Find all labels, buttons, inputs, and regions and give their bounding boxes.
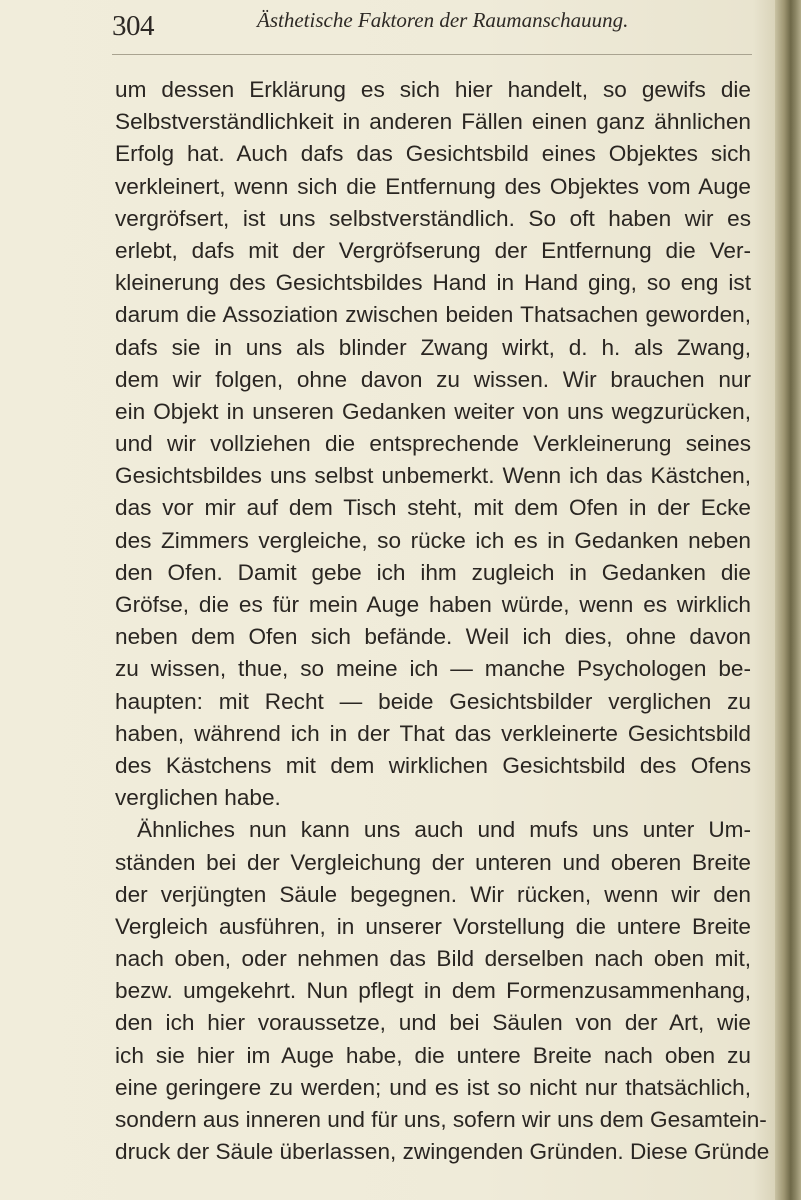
- running-head: Ästhetische Faktoren der Raumanschauung.: [257, 8, 629, 32]
- text-line: dafs sie in uns als blinder Zwang wirkt, d. h. als Zwang,: [115, 334, 751, 360]
- text-line: des Kästchens mit dem wirklichen Gesichtsbild des Ofens: [115, 752, 751, 778]
- text-line: das vor mir auf dem Tisch steht, mit dem Ofen in der Ecke: [115, 495, 751, 521]
- page-number: 304: [112, 10, 154, 42]
- text-line: ein Objekt in unseren Gedanken weiter von uns wegzurücken,: [115, 398, 751, 424]
- text-line: Erfolg hat. Auch dafs das Gesichtsbild eines Objektes sich: [115, 141, 751, 167]
- paragraph-start-line: Ähnliches nun kann uns auch und mufs uns unter Um-: [137, 817, 751, 843]
- text-line: erlebt, dafs mit der Vergröfserung der Entfernung die Ver-: [115, 237, 751, 263]
- text-line: bezw. umgekehrt. Nun pflegt in dem Formenzusammenhang,: [115, 978, 751, 1004]
- page-edge-shadow: [775, 0, 801, 1200]
- text-line: eine geringere zu werden; und es ist so nicht nur thatsächlich,: [115, 1074, 751, 1100]
- text-line: den Ofen. Damit gebe ich ihm zugleich in Gedanken die: [115, 559, 751, 585]
- header-rule: [112, 54, 752, 55]
- text-line: Vergleich ausführen, in unserer Vorstellung die untere Breite: [115, 913, 751, 939]
- text-line: haben, während ich in der That das verkleinerte Gesichtsbild: [115, 720, 751, 746]
- text-line: nach oben, oder nehmen das Bild derselben nach oben mit,: [115, 946, 751, 972]
- text-line: darum die Assoziation zwischen beiden Thatsachen geworden,: [115, 302, 751, 328]
- text-line: den ich hier voraussetze, und bei Säulen von der Art, wie: [115, 1010, 751, 1036]
- text-line: haupten: mit Recht — beide Gesichtsbilder verglichen zu: [115, 688, 751, 714]
- text-line: ich sie hier im Auge habe, die untere Breite nach oben zu: [115, 1042, 751, 1068]
- text-line: des Zimmers vergleiche, so rücke ich es in Gedanken neben: [115, 527, 751, 553]
- text-line: vergröfsert, ist uns selbstverständlich. So oft haben wir es: [115, 205, 751, 231]
- text-line: verkleinert, wenn sich die Entfernung des Objektes vom Auge: [115, 173, 751, 199]
- text-line: um dessen Erklärung es sich hier handelt, so gewifs die: [115, 77, 751, 102]
- text-line: ständen bei der Vergleichung der unteren und oberen Breite: [115, 849, 751, 875]
- text-line: druck der Säule überlassen, zwingenden Gründen. Diese Gründe: [115, 1139, 770, 1165]
- text-line: sondern aus inneren und für uns, sofern wir uns dem Gesamtein-: [115, 1107, 767, 1132]
- text-line: kleinerung des Gesichtsbildes Hand in Hand ging, so eng ist: [115, 270, 751, 296]
- text-line: Gesichtsbildes uns selbst unbemerkt. Wenn ich das Kästchen,: [115, 463, 751, 489]
- body-text: [115, 74, 770, 1168]
- text-line: Selbstverständlichkeit in anderen Fällen einen ganz ähnlichen: [115, 109, 751, 135]
- text-line: neben dem Ofen sich befände. Weil ich dies, ohne davon: [115, 624, 751, 650]
- text-line: Gröfse, die es für mein Auge haben würde, wenn es wirklich: [115, 592, 751, 617]
- text-line: zu wissen, thue, so meine ich — manche Psychologen be-: [115, 656, 751, 682]
- paragraph-end-line: verglichen habe.: [115, 785, 281, 811]
- text-line: dem wir folgen, ohne davon zu wissen. Wir brauchen nur: [115, 366, 751, 392]
- text-line: der verjüngten Säule begegnen. Wir rücken, wenn wir den: [115, 881, 751, 907]
- page-header: [112, 2, 752, 44]
- text-line: und wir vollziehen die entsprechende Verkleinerung seines: [115, 431, 751, 457]
